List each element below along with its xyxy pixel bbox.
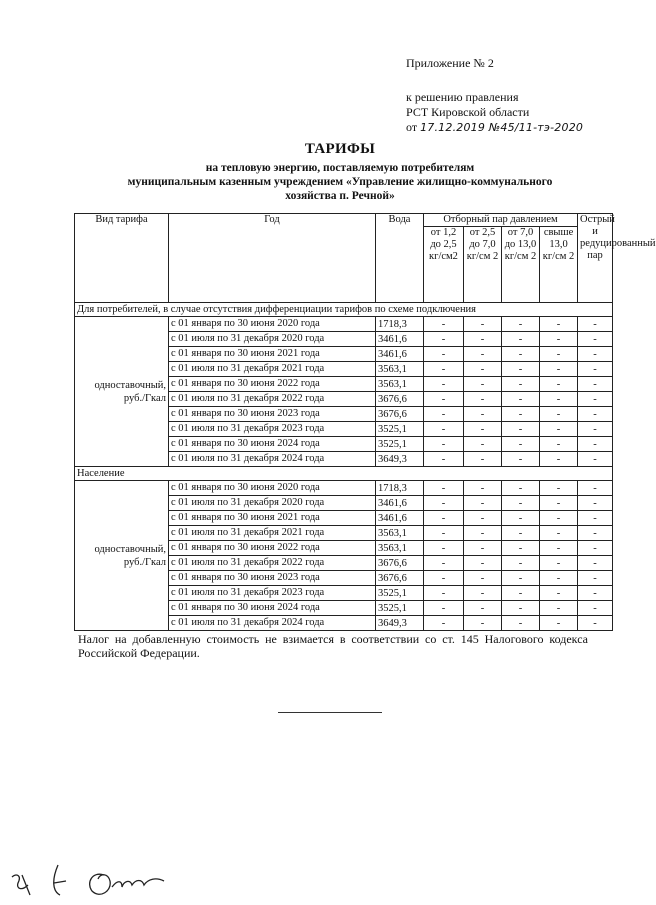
steam-1-value: - <box>424 616 464 631</box>
steam-3-value: - <box>502 511 540 526</box>
water-value: 3563,1 <box>376 377 424 392</box>
steam-1-value: - <box>424 362 464 377</box>
steam-3-value: - <box>502 407 540 422</box>
steam-4-value: - <box>540 317 578 332</box>
steam-1-value: - <box>424 556 464 571</box>
steam-2-value: - <box>464 392 502 407</box>
sharp-steam-value: - <box>578 526 613 541</box>
appendix-number: Приложение № 2 <box>406 56 494 70</box>
sharp-steam-value: - <box>578 317 613 332</box>
steam-3-value: - <box>502 496 540 511</box>
steam-2-value: - <box>464 556 502 571</box>
group-label: Для потребителей, в случае отсутствия дифференциации тарифов по схеме подключения <box>75 303 613 317</box>
steam-4-value: - <box>540 332 578 347</box>
tariff-type: одноставочный, руб./Гкал <box>75 481 169 631</box>
steam-1-value: - <box>424 392 464 407</box>
steam-1-value: - <box>424 511 464 526</box>
appendix-authority: РСТ Кировской области <box>406 105 530 119</box>
steam-2-value: - <box>464 407 502 422</box>
header-steam-4: свыше 13,0 кг/см 2 <box>540 227 578 303</box>
water-value: 1718,3 <box>376 481 424 496</box>
sharp-steam-value: - <box>578 407 613 422</box>
steam-3-value: - <box>502 422 540 437</box>
water-value: 3525,1 <box>376 422 424 437</box>
period-cell: с 01 июля по 31 декабря 2021 года <box>169 362 376 377</box>
table-row <box>75 317 613 332</box>
steam-3-value: - <box>502 362 540 377</box>
period-cell: с 01 января по 30 июня 2022 года <box>169 377 376 392</box>
header-water: Вода <box>376 214 424 303</box>
steam-3-value: - <box>502 601 540 616</box>
sharp-steam-value: - <box>578 616 613 631</box>
steam-1-value: - <box>424 541 464 556</box>
water-value: 3563,1 <box>376 362 424 377</box>
subtitle-line-2: муниципальным казенным учреждением «Управление жилищно-коммунального <box>127 176 553 188</box>
period-cell: с 01 июля по 31 декабря 2024 года <box>169 616 376 631</box>
period-cell: с 01 января по 30 июня 2021 года <box>169 511 376 526</box>
water-value: 3676,6 <box>376 556 424 571</box>
sharp-steam-value: - <box>578 601 613 616</box>
steam-3-value: - <box>502 392 540 407</box>
sharp-steam-value: - <box>578 362 613 377</box>
period-cell: с 01 января по 30 июня 2021 года <box>169 347 376 362</box>
period-cell: с 01 января по 30 июня 2020 года <box>169 317 376 332</box>
period-cell: с 01 января по 30 июня 2024 года <box>169 437 376 452</box>
water-value: 3461,6 <box>376 496 424 511</box>
steam-4-value: - <box>540 601 578 616</box>
sharp-steam-value: - <box>578 541 613 556</box>
vat-note: Налог на добавленную стоимость не взимается в соответствии со ст. 145 Налогового кодекса Российской Федерации. <box>78 632 588 660</box>
steam-4-value: - <box>540 541 578 556</box>
steam-2-value: - <box>464 362 502 377</box>
steam-2-value: - <box>464 347 502 362</box>
steam-2-value: - <box>464 526 502 541</box>
steam-4-value: - <box>540 437 578 452</box>
header-vid: Вид тарифа <box>75 214 169 303</box>
document-subtitle <box>70 161 610 203</box>
steam-3-value: - <box>502 541 540 556</box>
period-cell: с 01 июля по 31 декабря 2024 года <box>169 452 376 467</box>
water-value: 3461,6 <box>376 332 424 347</box>
steam-2-value: - <box>464 496 502 511</box>
steam-3-value: - <box>502 571 540 586</box>
period-cell: с 01 января по 30 июня 2023 года <box>169 407 376 422</box>
sharp-steam-value: - <box>578 452 613 467</box>
steam-1-value: - <box>424 437 464 452</box>
steam-3-value: - <box>502 452 540 467</box>
steam-4-value: - <box>540 586 578 601</box>
steam-4-value: - <box>540 452 578 467</box>
steam-3-value: - <box>502 347 540 362</box>
steam-1-value: - <box>424 586 464 601</box>
sharp-steam-value: - <box>578 511 613 526</box>
steam-1-value: - <box>424 481 464 496</box>
steam-4-value: - <box>540 526 578 541</box>
steam-1-value: - <box>424 317 464 332</box>
steam-1-value: - <box>424 526 464 541</box>
subtitle-line-3: хозяйства п. Речной» <box>285 190 395 202</box>
sharp-steam-value: - <box>578 496 613 511</box>
water-value: 3525,1 <box>376 586 424 601</box>
steam-4-value: - <box>540 616 578 631</box>
sharp-steam-value: - <box>578 481 613 496</box>
water-value: 3525,1 <box>376 601 424 616</box>
appendix-date-line <box>406 120 583 135</box>
period-cell: с 01 января по 30 июня 2022 года <box>169 541 376 556</box>
steam-3-value: - <box>502 332 540 347</box>
subtitle-line-1: на тепловую энергию, поставляемую потребителям <box>205 162 475 174</box>
signature-line <box>278 712 382 713</box>
steam-2-value: - <box>464 437 502 452</box>
header-year: Год <box>169 214 376 303</box>
steam-2-value: - <box>464 586 502 601</box>
steam-2-value: - <box>464 481 502 496</box>
period-cell: с 01 июля по 31 декабря 2022 года <box>169 556 376 571</box>
steam-3-value: - <box>502 437 540 452</box>
table-row <box>75 481 613 496</box>
header-steam-2: от 2,5 до 7,0 кг/см 2 <box>464 227 502 303</box>
steam-3-value: - <box>502 616 540 631</box>
steam-1-value: - <box>424 601 464 616</box>
steam-3-value: - <box>502 556 540 571</box>
steam-4-value: - <box>540 392 578 407</box>
period-cell: с 01 июля по 31 декабря 2020 года <box>169 496 376 511</box>
steam-4-value: - <box>540 407 578 422</box>
tariff-table <box>74 213 656 631</box>
period-cell: с 01 июля по 31 декабря 2023 года <box>169 422 376 437</box>
steam-2-value: - <box>464 616 502 631</box>
water-value: 3563,1 <box>376 526 424 541</box>
sharp-steam-value: - <box>578 422 613 437</box>
steam-4-value: - <box>540 556 578 571</box>
steam-2-value: - <box>464 601 502 616</box>
steam-1-value: - <box>424 347 464 362</box>
steam-2-value: - <box>464 571 502 586</box>
water-value: 3676,6 <box>376 407 424 422</box>
steam-3-value: - <box>502 526 540 541</box>
water-value: 3676,6 <box>376 392 424 407</box>
steam-1-value: - <box>424 452 464 467</box>
header-steam-3: от 7,0 до 13,0 кг/см 2 <box>502 227 540 303</box>
water-value: 3461,6 <box>376 511 424 526</box>
steam-2-value: - <box>464 452 502 467</box>
period-cell: с 01 июля по 31 декабря 2020 года <box>169 332 376 347</box>
steam-2-value: - <box>464 422 502 437</box>
period-cell: с 01 января по 30 июня 2024 года <box>169 601 376 616</box>
sharp-steam-value: - <box>578 437 613 452</box>
water-value: 3649,3 <box>376 616 424 631</box>
water-value: 1718,3 <box>376 317 424 332</box>
sharp-steam-value: - <box>578 586 613 601</box>
sharp-steam-value: - <box>578 392 613 407</box>
water-value: 3563,1 <box>376 541 424 556</box>
steam-4-value: - <box>540 422 578 437</box>
steam-1-value: - <box>424 571 464 586</box>
appendix-block <box>406 56 583 135</box>
period-cell: с 01 января по 30 июня 2023 года <box>169 571 376 586</box>
water-value: 3525,1 <box>376 437 424 452</box>
period-cell: с 01 января по 30 июня 2020 года <box>169 481 376 496</box>
water-value: 3649,3 <box>376 452 424 467</box>
header-steam: Отборный пар давлением <box>424 214 578 227</box>
tariff-table-body <box>75 303 613 631</box>
steam-1-value: - <box>424 407 464 422</box>
steam-4-value: - <box>540 377 578 392</box>
document-title: ТАРИФЫ <box>304 141 376 157</box>
steam-3-value: - <box>502 317 540 332</box>
tariff-type: одноставочный, руб./Гкал <box>75 317 169 467</box>
steam-1-value: - <box>424 496 464 511</box>
handwritten-signature <box>0 855 200 905</box>
water-value: 3461,6 <box>376 347 424 362</box>
steam-3-value: - <box>502 481 540 496</box>
sharp-steam-value: - <box>578 332 613 347</box>
steam-4-value: - <box>540 511 578 526</box>
steam-3-value: - <box>502 377 540 392</box>
steam-3-value: - <box>502 586 540 601</box>
date-prefix: от <box>406 120 418 134</box>
steam-1-value: - <box>424 332 464 347</box>
period-cell: с 01 июля по 31 декабря 2022 года <box>169 392 376 407</box>
period-cell: с 01 июля по 31 декабря 2023 года <box>169 586 376 601</box>
steam-4-value: - <box>540 496 578 511</box>
sharp-steam-value: - <box>578 556 613 571</box>
handwritten-date: 17.12.2019 №45/11-тэ-2020 <box>420 121 584 134</box>
steam-2-value: - <box>464 317 502 332</box>
water-value: 3676,6 <box>376 571 424 586</box>
steam-4-value: - <box>540 362 578 377</box>
steam-2-value: - <box>464 511 502 526</box>
steam-1-value: - <box>424 422 464 437</box>
period-cell: с 01 июля по 31 декабря 2021 года <box>169 526 376 541</box>
appendix-decision: к решению правления <box>406 90 519 104</box>
steam-2-value: - <box>464 377 502 392</box>
sharp-steam-value: - <box>578 571 613 586</box>
steam-4-value: - <box>540 347 578 362</box>
steam-4-value: - <box>540 571 578 586</box>
sharp-steam-value: - <box>578 347 613 362</box>
group-label: Население <box>75 467 613 481</box>
steam-1-value: - <box>424 377 464 392</box>
steam-2-value: - <box>464 332 502 347</box>
header-steam-1: от 1,2 до 2,5 кг/см2 <box>424 227 464 303</box>
sharp-steam-value: - <box>578 377 613 392</box>
header-sharp-steam: Острый и редуцированный пар <box>578 214 613 303</box>
steam-2-value: - <box>464 541 502 556</box>
steam-4-value: - <box>540 481 578 496</box>
